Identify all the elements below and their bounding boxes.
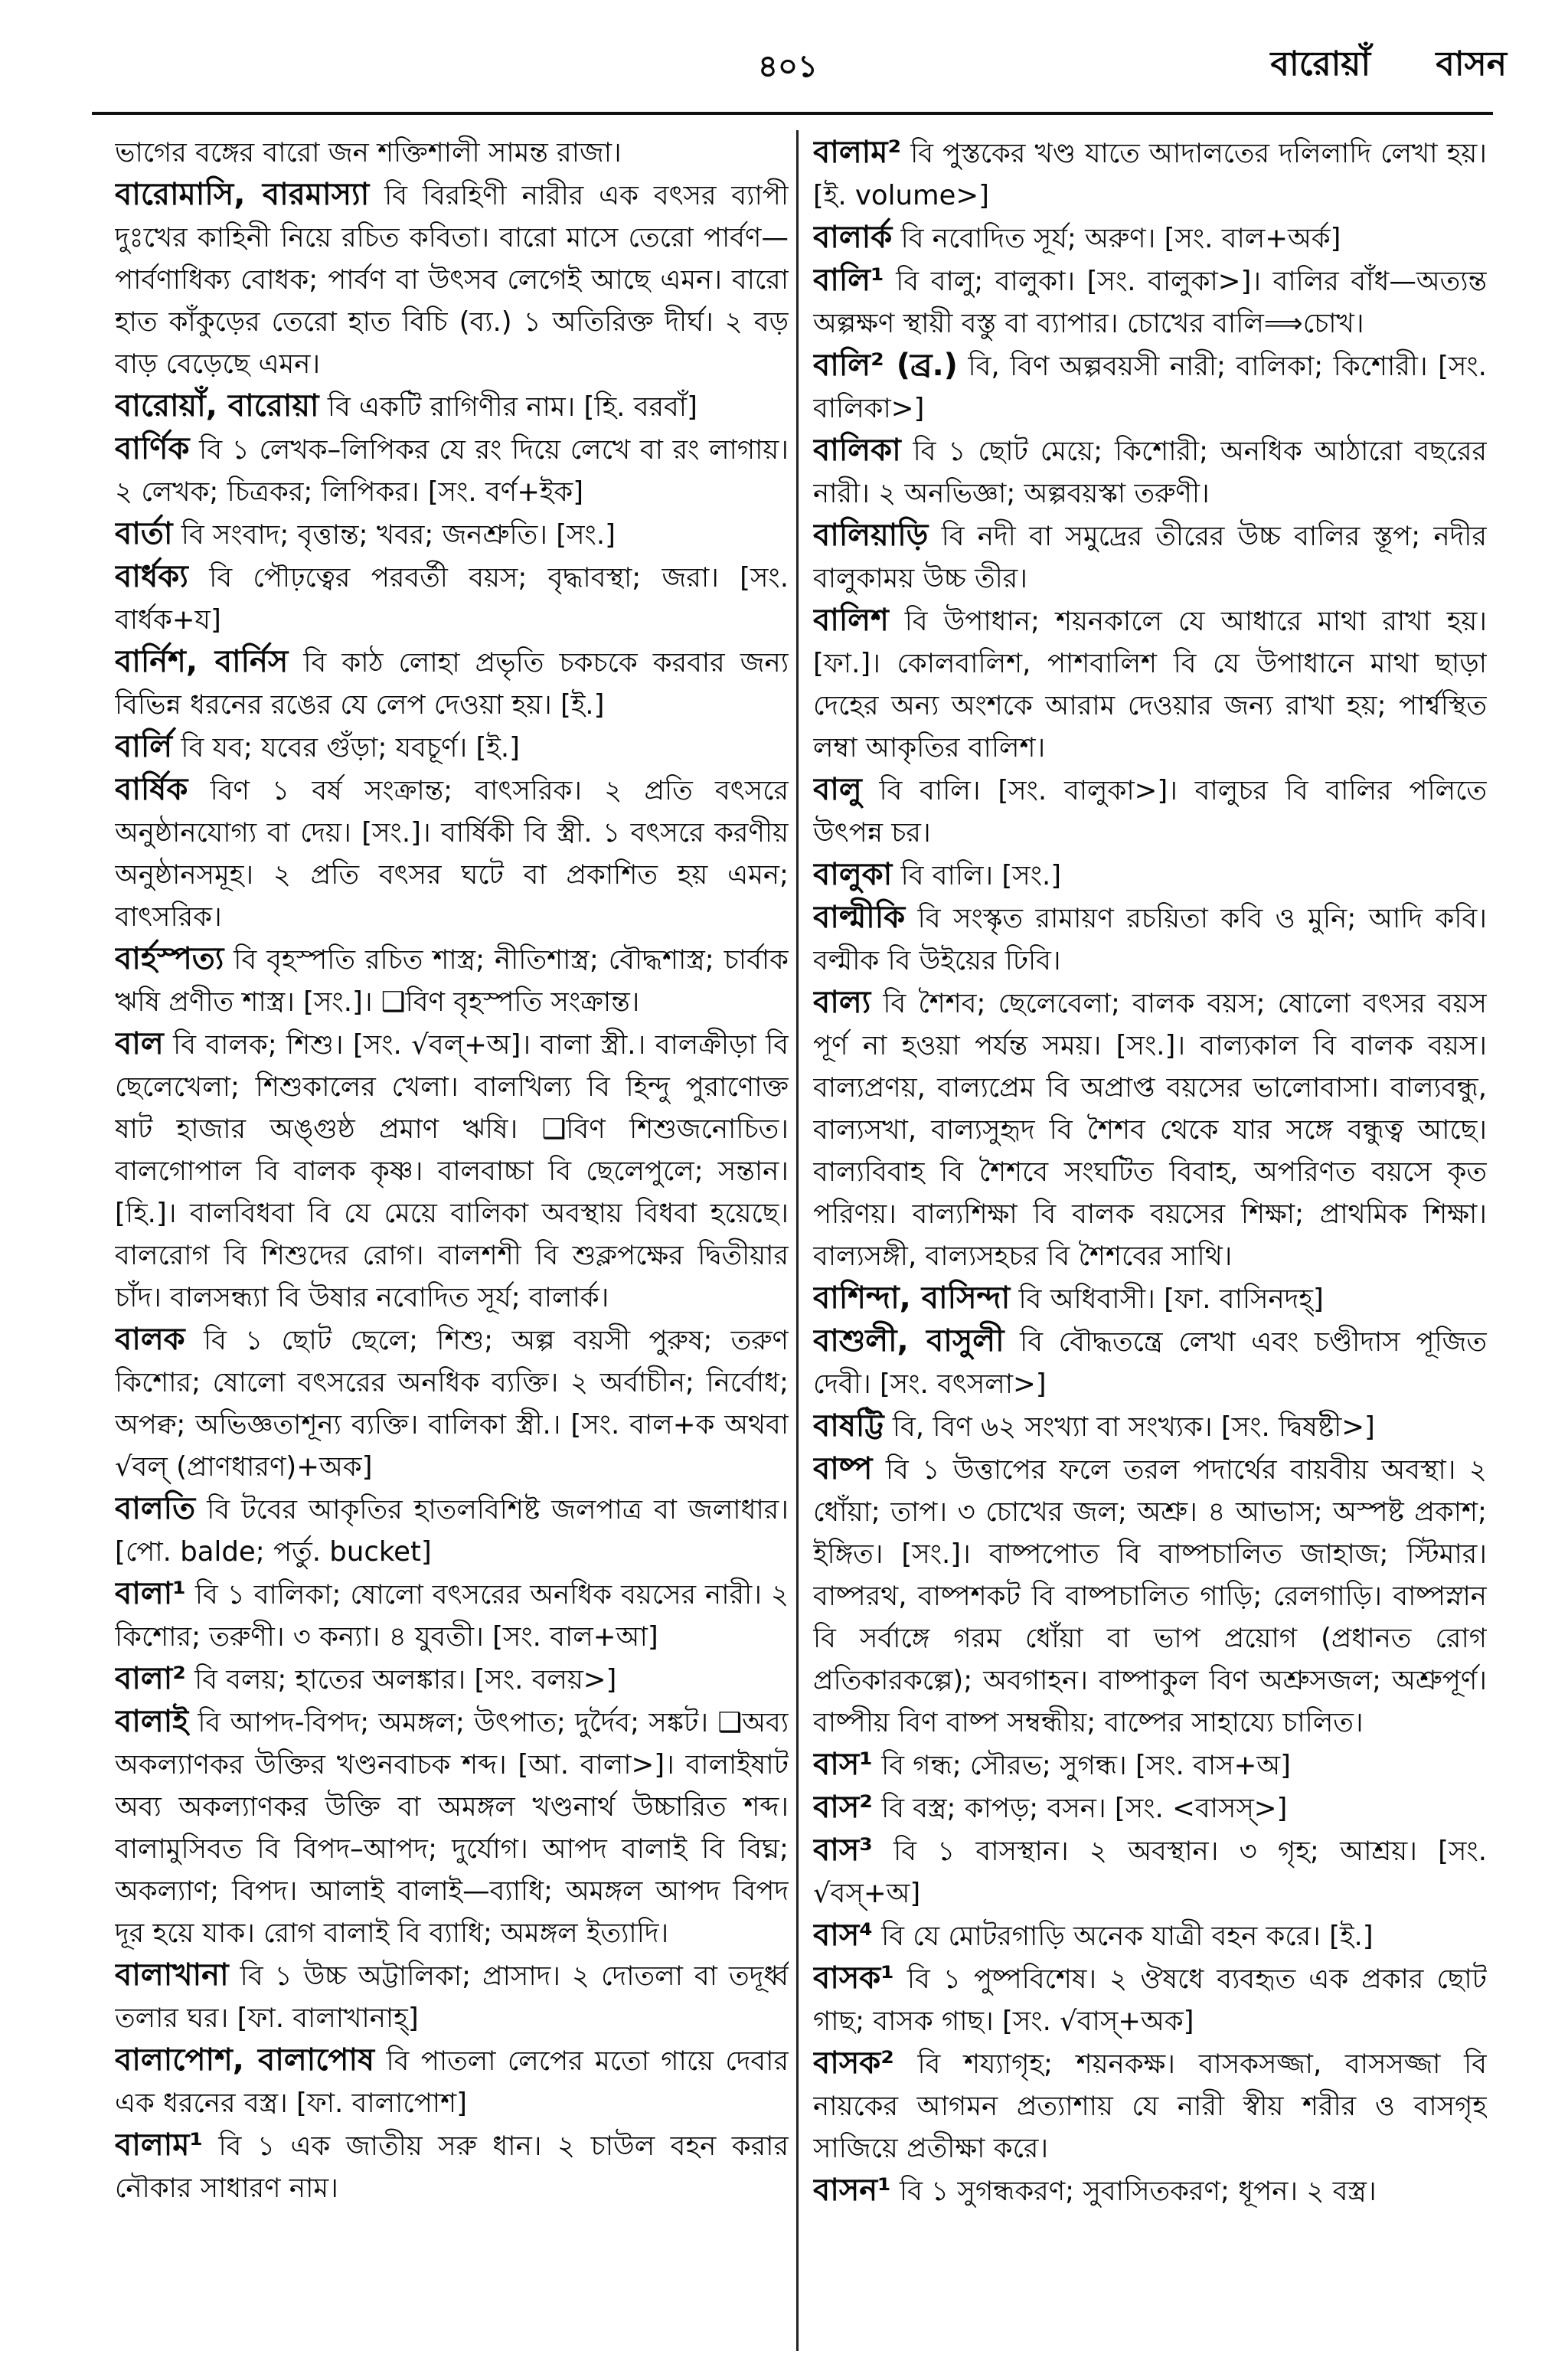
entry-definition: বি নবোদিত সূর্য; অরুণ। [সং. বাল+অর্ক] bbox=[900, 223, 1341, 254]
entry-definition: বি ১ সুগন্ধকরণ; সুবাসিতকরণ; ধূপন। ২ বস্ত্র। bbox=[899, 2176, 1377, 2207]
dictionary-entry bbox=[813, 1787, 1487, 1830]
dictionary-entry bbox=[115, 726, 789, 769]
dictionary-entry bbox=[813, 217, 1487, 260]
entry-headword: বার্নিশ, বার্নিস bbox=[115, 644, 289, 679]
entry-headword: বাস² bbox=[813, 1790, 873, 1825]
dictionary-entry bbox=[115, 132, 789, 174]
entry-headword: বালতি bbox=[115, 1491, 196, 1526]
entry-headword: বাসক¹ bbox=[813, 1960, 894, 1996]
entry-definition: বি পাতলা লেপের মতো গায়ে দেবার এক ধরনের বস্ত্র। [ফা. বালাপোশ] bbox=[115, 2045, 789, 2119]
entry-headword: বালাম¹ bbox=[115, 2127, 203, 2163]
dictionary-entry bbox=[813, 1448, 1487, 1744]
entry-definition: বি অধিবাসী। [ফা. বাসিনদহ্] bbox=[1018, 1283, 1324, 1315]
entry-definition: বি যে মোটরগাড়ি অনেক যাত্রী বহন করে। [ই.] bbox=[881, 1921, 1374, 1952]
entry-headword: বালি² (ব্র.) bbox=[813, 348, 958, 383]
dictionary-entry bbox=[115, 641, 789, 726]
page-header bbox=[0, 0, 1568, 115]
left-column bbox=[115, 132, 789, 2353]
dictionary-entry bbox=[813, 1830, 1487, 1915]
entry-definition: বি ১ লেখক–লিপিকর যে রং দিয়ে লেখে বা রং লাগায়। ২ লেখক; চিত্রকর; লিপিকর। [সং. বর্ণ+ইক] bbox=[115, 434, 789, 508]
entry-headword: বালাই bbox=[115, 1704, 189, 1739]
entry-definition: বি নদী বা সমুদ্রের তীরের উচ্চ বালির স্তূপ; নদীর বালুকাময় উচ্চ তীর। bbox=[813, 521, 1487, 594]
right-column bbox=[813, 132, 1487, 2353]
entry-definition: ভাগের বঙ্গের বারো জন শক্তিশালী সামন্ত রাজা। bbox=[115, 137, 622, 168]
entry-definition: বি উপাধান; শয়নকালে যে আধারে মাথা রাখা হয়। [ফা.]। কোলবালিশ, পাশবালিশ বি যে উপাধানে মাথা ছাড়া দেহের অন্য অংশকে আরাম দেওয়ার জন্য রাখা হয়; পার্শ্বস্থিত লম্বা আকৃতির বালিশ। bbox=[813, 606, 1487, 764]
dictionary-entry bbox=[813, 345, 1487, 430]
entry-definition: বি বালু; বালুকা। [সং. বালুকা>]। বালির বাঁধ—অত্যন্ত অল্পক্ষণ স্থায়ী বস্তু বা ব্যাপার। চোখের বালি⟹চোখ। bbox=[813, 266, 1487, 339]
dictionary-entry bbox=[115, 513, 789, 556]
entry-headword: বার্ধক্য bbox=[115, 559, 188, 594]
dictionary-entry bbox=[813, 132, 1487, 217]
dictionary-entry bbox=[115, 556, 789, 641]
entry-headword: বাসন¹ bbox=[813, 2173, 891, 2208]
entry-definition: বি ১ এক জাতীয় সরু ধান। ২ চাউল বহন করার নৌকার সাধারণ নাম। bbox=[115, 2130, 789, 2204]
entry-headword: বালিকা bbox=[813, 433, 901, 468]
entry-definition: বি ১ ছোট মেয়ে; কিশোরী; অনধিক আঠারো বছরের নারী। ২ অনভিজ্ঞা; অল্পবয়স্কা তরুণী। bbox=[813, 436, 1487, 509]
entry-headword: বালক bbox=[115, 1322, 185, 1357]
entry-definition: বি বালি। [সং. বালুকা>]। বালুচর বি বালির পলিতে উৎপন্ন চর। bbox=[813, 775, 1487, 849]
entry-headword: বাসক² bbox=[813, 2045, 894, 2081]
dictionary-entry bbox=[115, 174, 789, 385]
column-divider bbox=[796, 130, 799, 2351]
entry-definition: বি বালক; শিশু। [সং. √বল্+অ]। বালা স্ত্রী.। বালক্রীড়া বি ছেলেখেলা; শিশুকালের খেলা। বালখিল্য বি হিন্দু পুরাণোক্ত ষাট হাজার অঙ্গুষ্ঠ প্রমাণ ঋষি। ❑বিণ শিশুজনোচিত। বালগোপাল বি বালক কৃষ্ণ। বালবাচ্চা বি ছেলেপুলে; সন্তান। [হি.]। বালবিধবা বি যে মেয়ে বালিকা অবস্থায় বিধবা হয়েছে। বালরোগ বি শিশুদের রোগ। বালশশী বি শুক্লপক্ষের দ্বিতীয়ার চাঁদ। বালসন্ধ্যা বি উষার নবোদিত সূর্য; বালার্ক। bbox=[115, 1029, 789, 1313]
dictionary-entry bbox=[813, 2042, 1487, 2170]
entry-definition: বি বস্ত্র; কাপড়; বসন। [সং. <বাসস্>] bbox=[881, 1793, 1288, 1824]
dictionary-entry bbox=[115, 2039, 789, 2124]
dictionary-entry bbox=[813, 1744, 1487, 1787]
entry-headword: বার্ণিক bbox=[115, 431, 190, 466]
entry-definition: বি পুস্তকের খণ্ড যাতে আদালতের দলিলাদি লেখা হয়। [ই. volume>] bbox=[813, 138, 1487, 211]
entry-definition: বি পৌঢ়ত্বের পরবর্তী বয়স; বৃদ্ধাবস্থা; জরা। [সং. বার্ধক+য] bbox=[115, 562, 789, 636]
dictionary-entry bbox=[813, 600, 1487, 769]
dictionary-entry bbox=[813, 1405, 1487, 1448]
entry-definition: বি বলয়; হাতের অলঙ্কার। [সং. বলয়>] bbox=[194, 1664, 617, 1695]
entry-headword: বারোমাসি, বারমাস্যা bbox=[115, 177, 370, 212]
dictionary-entry bbox=[813, 515, 1487, 600]
entry-headword: বার্হস্পত্য bbox=[115, 941, 224, 976]
entry-headword: বার্ষিক bbox=[115, 772, 188, 807]
entry-definition: বি কাঠ লোহা প্রভৃতি চকচকে করবার জন্য বিভিন্ন ধরনের রঙের যে লেপ দেওয়া হয়। [ই.] bbox=[115, 647, 789, 721]
dictionary-entry bbox=[813, 1915, 1487, 1957]
dictionary-entry bbox=[813, 260, 1487, 345]
dictionary-entry bbox=[115, 1023, 789, 1319]
entry-headword: বাল্মীকি bbox=[813, 900, 906, 935]
dictionary-entry bbox=[813, 1957, 1487, 2042]
dictionary-entry bbox=[115, 385, 789, 428]
entry-headword: বাশিন্দা, বাসিন্দা bbox=[813, 1280, 1011, 1316]
entry-definition: বি ১ উচ্চ অট্টালিকা; প্রাসাদ। ২ দোতলা বা তদূর্ধ্ব তলার ঘর। [ফা. বালাখানাহ্] bbox=[115, 1960, 789, 2034]
entry-headword: বাস⁴ bbox=[813, 1918, 873, 1953]
dictionary-entry bbox=[115, 938, 789, 1023]
entry-headword: বাল bbox=[115, 1026, 164, 1061]
entry-definition: বি ১ বাসস্থান। ২ অবস্থান। ৩ গৃহ; আশ্রয়। [সং. √বস্+অ] bbox=[813, 1836, 1487, 1909]
entry-headword: বারোয়াঁ, বারোয়া bbox=[115, 388, 319, 423]
dictionary-entry bbox=[115, 769, 789, 938]
entry-headword: বাষট্টি bbox=[813, 1408, 884, 1444]
entry-definition: বি ১ বালিকা; ষোলো বৎসরের অনধিক বয়সের নারী। ২ কিশোর; তরুণী। ৩ কন্যা। ৪ যুবতী। [সং. বাল+আ] bbox=[115, 1579, 789, 1653]
dictionary-entry bbox=[813, 2170, 1487, 2212]
entry-headword: বালুকা bbox=[813, 857, 893, 892]
entry-headword: বালি¹ bbox=[813, 263, 884, 298]
entry-definition: বি বিরহিণী নারীর এক বৎসর ব্যাপী দুঃখের কাহিনী নিয়ে রচিত কবিতা। বারো মাসে তেরো পার্বণ—পার্বণাধিক্য বোধক; পার্বণ বা উৎসব লেগেই আছে এমন। বারো হাত কাঁকুড়ের তেরো হাত বিচি (ব্য.) ১ অতিরিক্ত দীর্ঘ। ২ বড় বাড় বেড়েছে এমন। bbox=[115, 180, 789, 380]
dictionary-entry bbox=[115, 1319, 789, 1488]
entry-definition: বি, বিণ ৬২ সংখ্যা বা সংখ্যক। [সং. দ্বিষষ্টী>] bbox=[892, 1411, 1375, 1443]
entry-headword: বাশুলী, বাসুলী bbox=[813, 1323, 1004, 1359]
entry-headword: বালাখানা bbox=[115, 1957, 229, 1993]
dictionary-entry bbox=[115, 1954, 789, 2039]
entry-definition: বি বালি। [সং.] bbox=[900, 860, 1062, 891]
entry-definition: বি শয্যাগৃহ; শয়নকক্ষ। বাসকসজ্জা, বাসসজ্জা বি নায়কের আগমন প্রত্যাশায় যে নারী স্বীয় শরীর ও বাসগৃহ সাজিয়ে প্রতীক্ষা করে। bbox=[813, 2049, 1487, 2164]
dictionary-entry bbox=[115, 428, 789, 513]
entry-headword: বাল্য bbox=[813, 985, 871, 1020]
entry-definition: বি শৈশব; ছেলেবেলা; বালক বয়স; ষোলো বৎসর বয়স পূর্ণ না হওয়া পর্যন্ত সময়। [সং.]। বাল্যকাল বি বালক বয়স। বাল্যপ্রণয়, বাল্যপ্রেম বি অপ্রাপ্ত বয়সের ভালোবাসা। বাল্যবন্ধু, বাল্যসখা, বাল্যসুহৃদ বি শৈশব থেকে যার সঙ্গে বন্ধুত্ব আছে। বাল্যবিবাহ বি শৈশবে সংঘটিত বিবাহ, অপরিণত বয়সে কৃত পরিণয়। বাল্যশিক্ষা বি বালক বয়সের শিক্ষা; প্রাথমিক শিক্ষা। বাল্যসঙ্গী, বাল্যসহচর বি শৈশবের সাথি। bbox=[813, 988, 1487, 1272]
dictionary-entry bbox=[813, 430, 1487, 515]
entry-definition: বি বৌদ্ধতন্ত্রে লেখা এবং চণ্ডীদাস পূজিত দেবী। [সং. বৎসলা>] bbox=[813, 1326, 1487, 1400]
entry-definition: বি টবের আকৃতির হাতলবিশিষ্ট জলপাত্র বা জলাধার। [পো. balde; পর্তু. bucket] bbox=[115, 1494, 789, 1568]
entry-headword: বাস¹ bbox=[813, 1747, 873, 1782]
entry-headword: বার্তা bbox=[115, 516, 173, 551]
entry-definition: বি বৃহস্পতি রচিত শাস্ত্র; নীতিশাস্ত্র; বৌদ্ধশাস্ত্র; চার্বাক ঋষি প্রণীত শাস্ত্র। [সং.]। ❑বিণ বৃহস্পতি সংক্রান্ত। bbox=[115, 944, 789, 1018]
entry-definition: বি যব; যবের গুঁড়া; যবচূর্ণ। [ই.] bbox=[181, 732, 520, 764]
entry-headword: বালাপোশ, বালাপোষ bbox=[115, 2042, 375, 2078]
dictionary-entry bbox=[813, 897, 1487, 982]
entry-headword: বালু bbox=[813, 772, 862, 807]
dictionary-entry bbox=[115, 2124, 789, 2209]
guide-word-last: বাসন bbox=[1436, 44, 1507, 83]
entry-definition: বি সংস্কৃত রামায়ণ রচয়িতা কবি ও মুনি; আদি কবি। বল্মীক বি উইয়ের ঢিবি। bbox=[813, 903, 1487, 976]
dictionary-entry bbox=[115, 1573, 789, 1658]
entry-headword: বাস³ bbox=[813, 1833, 873, 1868]
entry-headword: বাষ্প bbox=[813, 1451, 873, 1486]
entry-headword: বালিশ bbox=[813, 603, 889, 638]
entry-definition: বি ১ উত্তাপের ফলে তরল পদার্থের বায়বীয় অবস্থা। ২ ধোঁয়া; তাপ। ৩ চোখের জল; অশ্রু। ৪ আভাস; অস্পষ্ট প্রকাশ; ইঙ্গিত। [সং.]। বাষ্পপোত বি বাষ্পচালিত জাহাজ; স্টিমার। বাষ্পরথ, বাষ্পশকট বি বাষ্পচালিত গাড়ি; রেলগাড়ি। বাষ্পস্নান বি সর্বাঙ্গে গরম ধোঁয়া বা ভাপ প্রয়োগ (প্রধানত রোগ প্রতিকারকল্পে); অবগাহন। বাষ্পাকুল বিণ অশ্রুসজল; অশ্রুপূর্ণ। বাষ্পীয় বিণ বাষ্প সম্বন্ধীয়; বাষ্পের সাহায্যে চালিত। bbox=[813, 1454, 1487, 1738]
dictionary-entry bbox=[813, 769, 1487, 854]
entry-definition: বি সংবাদ; বৃত্তান্ত; খবর; জনশ্রুতি। [সং.] bbox=[181, 519, 616, 551]
dictionary-entry bbox=[813, 1277, 1487, 1320]
entry-headword: বালা² bbox=[115, 1661, 186, 1696]
page-number: ৪০১ bbox=[758, 49, 818, 84]
header-rule bbox=[92, 112, 1493, 115]
entry-headword: বালাম² bbox=[813, 135, 901, 170]
entry-headword: বালার্ক bbox=[813, 220, 893, 255]
entry-headword: বালিয়াড়ি bbox=[813, 518, 929, 553]
dictionary-entry bbox=[115, 1488, 789, 1573]
guide-words bbox=[1217, 38, 1507, 94]
dictionary-entry bbox=[813, 1320, 1487, 1405]
guide-word-first: বারোয়াঁ bbox=[1270, 44, 1371, 83]
dictionary-entry bbox=[115, 1658, 789, 1701]
entry-definition: বি, বিণ অল্পবয়সী নারী; বালিকা; কিশোরী। [সং. বালিকা>] bbox=[813, 351, 1487, 424]
entry-headword: বালা¹ bbox=[115, 1576, 186, 1611]
dictionary-entry bbox=[115, 1701, 789, 1954]
entry-definition: বি ১ পুষ্পবিশেষ। ২ ঔষধে ব্যবহৃত এক প্রকার ছোট গাছ; বাসক গাছ। [সং. √বাস্+অক] bbox=[813, 1964, 1487, 2037]
entry-definition: বি ১ ছোট ছেলে; শিশু; অল্প বয়সী পুরুষ; তরুণ কিশোর; ষোলো বৎসরের অনধিক ব্যক্তি। ২ অর্বাচীন; নির্বোধ; অপক্ব; অভিজ্ঞতাশূন্য ব্যক্তি। বালিকা স্ত্রী.। [সং. বাল+ক অথবা √বল্ (প্রাণধারণ)+অক] bbox=[115, 1325, 789, 1483]
entry-definition: বি গন্ধ; সৌরভ; সুগন্ধ। [সং. বাস+অ] bbox=[881, 1750, 1291, 1781]
entry-definition: বি আপদ-বিপদ; অমঙ্গল; উৎপাত; দুর্দৈব; সঙ্কট। ❑অব্য অকল্যাণকর উক্তির খণ্ডনবাচক শব্দ। [আ. বালা>]। বালাইষাট অব্য অকল্যাণকর উক্তি বা অমঙ্গল খণ্ডনার্থ উচ্চারিত শব্দ। বালামুসিবত বি বিপদ–আপদ; দুর্যোগ। আপদ বালাই বি বিঘ্ন; অকল্যাণ; বিপদ। আলাই বালাই—ব্যাধি; অমঙ্গল আপদ বিপদ দূর হয়ে যাক। রোগ বালাই বি ব্যাধি; অমঙ্গল ইত্যাদি। bbox=[115, 1707, 789, 1949]
entry-definition: বি একটি রাগিণীর নাম। [হি. বরবাঁ] bbox=[327, 391, 697, 423]
dictionary-entry bbox=[813, 854, 1487, 897]
dictionary-entry bbox=[813, 982, 1487, 1277]
entry-definition: বিণ ১ বর্ষ সংক্রান্ত; বাৎসরিক। ২ প্রতি বৎসরে অনুষ্ঠানযোগ্য বা দেয়। [সং.]। বার্ষিকী বি স্ত্রী. ১ বৎসরে করণীয় অনুষ্ঠানসমূহ। ২ প্রতি বৎসর ঘটে বা প্রকাশিত হয় এমন; বাৎসরিক। bbox=[115, 775, 789, 933]
entry-headword: বার্লি bbox=[115, 729, 173, 764]
